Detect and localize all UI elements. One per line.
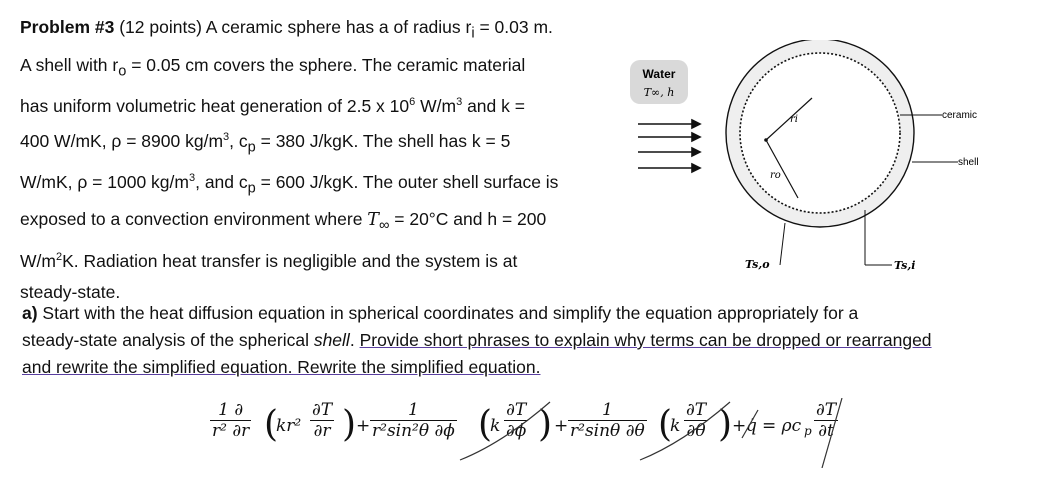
- problem-heading: Problem #3: [20, 17, 115, 37]
- eq-plus-2: +: [554, 416, 569, 436]
- ri-label: ri: [790, 114, 798, 125]
- part-a-text: [22, 300, 1027, 381]
- problem-line-6: exposed to a convection environment where $T_\infty = 20^\circ C$ and h = 200: [20, 209, 547, 234]
- eq-dT-dr: $\frac{\partial T}{\partial r}$: [312, 400, 333, 441]
- shell-emphasis: shell: [313, 330, 350, 350]
- ro-label: ro: [770, 170, 781, 181]
- handwritten-strikes: [210, 398, 850, 468]
- part-a-line-3: [22, 354, 1027, 381]
- part-a-label: a): [22, 303, 38, 323]
- problem-statement: [20, 12, 620, 308]
- eq-kr2: kr²: [276, 416, 302, 436]
- eq-lparen-2: (: [478, 404, 493, 445]
- part-a-line-1: a) Start with the heat diffusion equation in spherical coordinates and simplify the equation appropriately for a: [22, 303, 859, 323]
- eq-plus-1: +: [356, 416, 371, 436]
- eq-dT-dtheta: $\frac{\partial T}{\partial\theta}$: [686, 400, 707, 441]
- eq-rparen-1: ): [342, 404, 357, 445]
- eq-plus-3: +: [732, 416, 747, 436]
- eq-dT-dt: $\frac{\partial T}{\partial t}$: [816, 400, 837, 441]
- ceramic-core-circle: [740, 53, 900, 213]
- eq-lparen-3: (: [658, 404, 673, 445]
- part-a-line-2: steady-state analysis of the spherical shell. Provide short phrases to explain why terms can be dropped or rearranged: [22, 330, 932, 350]
- strike-time-term: [822, 398, 842, 468]
- problem-line-3: has uniform volumetric heat generation of 2.5 x $10^6$ $W/m^3$ and k =: [20, 95, 525, 116]
- eq-p-subscript: p: [804, 424, 812, 438]
- problem-line-4: 400 W/mK, ρ = 8900 $kg/m^3$, $c_p = 380$ J/kgK. The shell has k = 5: [20, 130, 511, 156]
- flow-arrows: [638, 120, 700, 172]
- problem-line-7: $W/m^2K$. Radiation heat transfer is negligible and the system is at: [20, 250, 518, 271]
- eq-dT-dphi: $\frac{\partial T}{\partial\phi}$: [506, 400, 527, 441]
- t-h-label: T∞, h: [643, 86, 675, 99]
- eq-frac-1: $\frac{1 \partial}{\text{r² ∂r}}$: [212, 400, 250, 441]
- heat-diffusion-equation: [210, 398, 850, 468]
- eq-k-2: k: [490, 416, 501, 436]
- ceramic-label: ceramic: [942, 110, 978, 121]
- strike-phi-term: [460, 402, 553, 460]
- problem-line-1: Problem #3 (12 points) A ceramic sphere has a of radius $r_i = 0.03$ m.: [20, 17, 553, 42]
- problem-line-2: A shell with $r_o = 0.05$ cm covers the sphere. The ceramic material: [20, 54, 526, 79]
- underlined-instruction: Provide short phrases to explain why terms can be dropped or rearranged: [359, 330, 932, 350]
- eq-k-3: k: [670, 416, 681, 436]
- strike-qdot: [742, 410, 758, 438]
- strike-theta-term: [640, 402, 733, 460]
- eq-rparen-3: ): [718, 404, 733, 445]
- eq-lparen-1: (: [264, 404, 279, 445]
- water-label: Water: [642, 67, 676, 81]
- problem-line-8: steady-state.: [20, 281, 121, 302]
- sphere-diagram: [620, 40, 1030, 280]
- tso-label: Ts,o: [745, 258, 770, 271]
- underlined-instruction-2: and rewrite the simplified equation. Rewrite the simplified equation.: [22, 357, 541, 377]
- eq-frac-3: $\frac{1}{\text{r²sinθ ∂θ}}$: [570, 400, 645, 441]
- eq-frac-2: $\frac{1}{\text{r²sin²θ ∂ϕ}}$: [372, 400, 455, 441]
- eq-rhs: = ρc: [762, 416, 802, 436]
- eq-rparen-2: ): [538, 404, 553, 445]
- tso-leader-line: [780, 223, 785, 265]
- problem-line-5: W/mK, ρ = 1000 $kg/m^3$, and $c_p = 600$ J/kgK. The outer shell surface is: [20, 171, 559, 197]
- eq-qdot: q̇: [746, 416, 757, 436]
- shell-label: shell: [958, 157, 979, 168]
- tsi-label: Ts,i: [894, 259, 916, 272]
